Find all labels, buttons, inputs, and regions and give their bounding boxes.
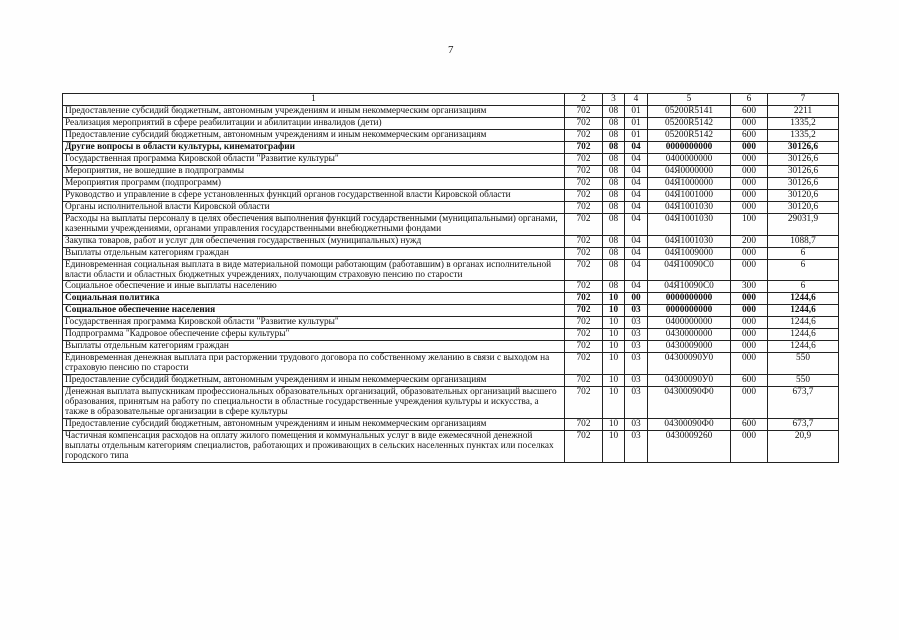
cell-section: 08 [603,130,625,142]
table-row [63,293,839,305]
cell-section: 08 [603,106,625,118]
cell-code: 702 [565,235,603,247]
cell-expense-type: 000 [731,430,768,462]
cell-amount: 20,9 [768,430,839,462]
cell-section: 08 [603,166,625,178]
cell-target: 04Я0000000 [648,166,731,178]
cell-section: 10 [603,418,625,430]
cell-target: 0430000000 [648,329,731,341]
cell-subsection: 04 [625,281,648,293]
cell-code: 702 [565,341,603,353]
cell-amount: 1244,6 [768,329,839,341]
cell-subsection: 03 [625,305,648,317]
cell-amount: 1244,6 [768,305,839,317]
cell-expense-type: 100 [731,214,768,236]
cell-target: 05200R5142 [648,118,731,130]
cell-expense-type: 600 [731,130,768,142]
cell-target: 04Я1009000 [648,247,731,259]
cell-name: Мероприятия программ (подпрограмм) [63,178,565,190]
cell-code: 702 [565,178,603,190]
table-row [63,235,839,247]
cell-amount: 30126,6 [768,166,839,178]
cell-section: 08 [603,235,625,247]
cell-section: 10 [603,353,625,375]
header-cell: 2 [565,94,603,106]
cell-target: 05200R5141 [648,106,731,118]
cell-amount: 30120,6 [768,190,839,202]
cell-subsection: 03 [625,317,648,329]
table-row [63,281,839,293]
cell-subsection: 04 [625,166,648,178]
cell-target: 04Я10090С0 [648,281,731,293]
cell-subsection: 01 [625,106,648,118]
cell-section: 10 [603,317,625,329]
cell-name: Выплаты отдельным категориям граждан [63,341,565,353]
table-header-row [63,94,839,106]
cell-subsection: 01 [625,118,648,130]
cell-target: 04Я1001030 [648,202,731,214]
table-row [63,305,839,317]
cell-section: 08 [603,178,625,190]
cell-section: 10 [603,430,625,462]
cell-expense-type: 600 [731,418,768,430]
table-row [63,329,839,341]
header-cell: 1 [63,94,565,106]
cell-code: 702 [565,106,603,118]
table-row [63,118,839,130]
cell-expense-type: 300 [731,281,768,293]
cell-name: Социальное обеспечение и иные выплаты населению [63,281,565,293]
cell-subsection: 04 [625,154,648,166]
cell-code: 702 [565,214,603,236]
cell-target: 04Я10090С0 [648,259,731,281]
cell-subsection: 03 [625,430,648,462]
cell-target: 0000000000 [648,293,731,305]
cell-subsection: 03 [625,341,648,353]
cell-amount: 30126,6 [768,142,839,154]
cell-code: 702 [565,329,603,341]
cell-amount: 1244,6 [768,293,839,305]
header-cell: 4 [625,94,648,106]
cell-section: 08 [603,118,625,130]
header-cell: 6 [731,94,768,106]
cell-expense-type: 000 [731,154,768,166]
cell-target: 04300090Ф0 [648,418,731,430]
cell-subsection: 04 [625,214,648,236]
cell-name: Руководство и управление в сфере установленных функций органов государственной власти Кировской области [63,190,565,202]
cell-section: 08 [603,202,625,214]
cell-expense-type: 000 [731,329,768,341]
cell-subsection: 04 [625,247,648,259]
table-row [63,214,839,236]
table-row [63,202,839,214]
cell-code: 702 [565,374,603,386]
cell-target: 04Я1001000 [648,190,731,202]
table-row [63,418,839,430]
table-row [63,106,839,118]
table-row [63,154,839,166]
cell-target: 04300090Ф0 [648,386,731,418]
cell-section: 08 [603,190,625,202]
cell-target: 04Я1001030 [648,214,731,236]
cell-amount: 6 [768,259,839,281]
cell-section: 10 [603,329,625,341]
cell-amount: 673,7 [768,386,839,418]
cell-target: 05200R5142 [648,130,731,142]
table-row [63,166,839,178]
cell-expense-type: 000 [731,353,768,375]
table-row [63,190,839,202]
cell-target: 0400000000 [648,317,731,329]
cell-section: 10 [603,386,625,418]
cell-expense-type: 000 [731,317,768,329]
header-cell: 7 [768,94,839,106]
cell-section: 10 [603,293,625,305]
cell-name: Другие вопросы в области культуры, кинематографии [63,142,565,154]
cell-code: 702 [565,305,603,317]
table-row [63,130,839,142]
header-cell: 5 [648,94,731,106]
cell-name: Предоставление субсидий бюджетным, автономным учреждениям и иным некоммерческим организациям [63,374,565,386]
cell-expense-type: 600 [731,374,768,386]
cell-subsection: 03 [625,386,648,418]
cell-name: Выплаты отдельным категориям граждан [63,247,565,259]
table-row [63,142,839,154]
cell-target: 04Я1000000 [648,178,731,190]
cell-amount: 29031,9 [768,214,839,236]
cell-subsection: 00 [625,293,648,305]
cell-expense-type: 000 [731,341,768,353]
cell-expense-type: 000 [731,259,768,281]
cell-section: 08 [603,247,625,259]
cell-code: 702 [565,259,603,281]
cell-expense-type: 000 [731,202,768,214]
cell-amount: 673,7 [768,418,839,430]
cell-section: 08 [603,142,625,154]
cell-target: 0000000000 [648,142,731,154]
cell-expense-type: 000 [731,118,768,130]
cell-expense-type: 200 [731,235,768,247]
cell-subsection: 03 [625,329,648,341]
header-cell: 3 [603,94,625,106]
cell-section: 08 [603,154,625,166]
table-row [63,353,839,375]
cell-code: 702 [565,386,603,418]
cell-code: 702 [565,281,603,293]
cell-code: 702 [565,118,603,130]
cell-section: 08 [603,259,625,281]
cell-amount: 30120,6 [768,202,839,214]
cell-section: 10 [603,374,625,386]
cell-code: 702 [565,430,603,462]
table-row [63,430,839,462]
cell-name: Предоставление субсидий бюджетным, автономным учреждениям и иным некоммерческим организациям [63,130,565,142]
table-row [63,374,839,386]
cell-subsection: 01 [625,130,648,142]
cell-target: 0430009000 [648,341,731,353]
cell-amount: 1244,6 [768,317,839,329]
cell-target: 0430009260 [648,430,731,462]
cell-subsection: 04 [625,202,648,214]
cell-subsection: 04 [625,259,648,281]
cell-amount: 2211 [768,106,839,118]
cell-expense-type: 600 [731,106,768,118]
cell-name: Подпрограмма "Кадровое обеспечение сферы культуры" [63,329,565,341]
cell-amount: 30126,6 [768,178,839,190]
cell-subsection: 03 [625,418,648,430]
cell-name: Денежная выплата выпускникам профессиональных образовательных организаций, образовательных организаций высшего образования, принятым на работу по специальности в областные государственные учреждения культуры и искусства, а также в образовательные организации в сфере культуры [63,386,565,418]
cell-target: 04300090У0 [648,374,731,386]
cell-target: 0000000000 [648,305,731,317]
cell-name: Предоставление субсидий бюджетным, автономным учреждениям и иным некоммерческим организациям [63,106,565,118]
cell-code: 702 [565,247,603,259]
cell-amount: 6 [768,281,839,293]
cell-expense-type: 000 [731,305,768,317]
cell-expense-type: 000 [731,190,768,202]
cell-name: Реализация мероприятий в сфере реабилитации и абилитации инвалидов (дети) [63,118,565,130]
table-row [63,341,839,353]
cell-name: Предоставление субсидий бюджетным, автономным учреждениям и иным некоммерческим организациям [63,418,565,430]
cell-subsection: 04 [625,235,648,247]
cell-name: Государственная программа Кировской области "Развитие культуры" [63,317,565,329]
cell-subsection: 03 [625,353,648,375]
cell-expense-type: 000 [731,386,768,418]
cell-name: Единовременная социальная выплата в виде материальной помощи работающим (работавшим) в органах исполнительной власти области и областных бюджетных учреждениях, получающим страховую пенсию по старости [63,259,565,281]
cell-code: 702 [565,353,603,375]
cell-expense-type: 000 [731,178,768,190]
budget-table [62,93,839,463]
cell-amount: 550 [768,353,839,375]
cell-expense-type: 000 [731,166,768,178]
cell-name: Социальная политика [63,293,565,305]
cell-name: Единовременная денежная выплата при расторжении трудового договора по собственному желанию в связи с выходом на страховую пенсию по старости [63,353,565,375]
cell-amount: 1088,7 [768,235,839,247]
cell-code: 702 [565,293,603,305]
cell-expense-type: 000 [731,247,768,259]
cell-code: 702 [565,142,603,154]
cell-section: 10 [603,341,625,353]
cell-section: 08 [603,281,625,293]
cell-code: 702 [565,317,603,329]
cell-expense-type: 000 [731,293,768,305]
cell-subsection: 03 [625,374,648,386]
cell-name: Органы исполнительной власти Кировской области [63,202,565,214]
cell-code: 702 [565,130,603,142]
cell-subsection: 04 [625,178,648,190]
cell-name: Частичная компенсация расходов на оплату жилого помещения и коммунальных услуг в виде ежемесячной денежной выплаты отдельным категориям специалистов, работающих и проживающих в сельских населенных пунктах или поселках городского типа [63,430,565,462]
cell-name: Государственная программа Кировской области "Развитие культуры" [63,154,565,166]
table-row [63,386,839,418]
cell-code: 702 [565,190,603,202]
cell-name: Закупка товаров, работ и услуг для обеспечения государственных (муниципальных) нужд [63,235,565,247]
cell-target: 04Я1001030 [648,235,731,247]
table-row [63,178,839,190]
cell-amount: 30126,6 [768,154,839,166]
cell-target: 0400000000 [648,154,731,166]
table-row [63,259,839,281]
cell-amount: 6 [768,247,839,259]
cell-name: Мероприятия, не вошедшие в подпрограммы [63,166,565,178]
cell-subsection: 04 [625,190,648,202]
cell-name: Социальное обеспечение населения [63,305,565,317]
cell-code: 702 [565,154,603,166]
cell-target: 04300090У0 [648,353,731,375]
table-row [63,317,839,329]
cell-amount: 1335,2 [768,118,839,130]
cell-subsection: 04 [625,142,648,154]
cell-section: 08 [603,214,625,236]
cell-section: 10 [603,305,625,317]
page-number: 7 [448,44,454,56]
cell-name: Расходы на выплаты персоналу в целях обеспечения выполнения функций государственными (муниципальными) органами, казенными учреждениями, органами управления государственными внебюджетными фондами [63,214,565,236]
table-row [63,247,839,259]
cell-code: 702 [565,202,603,214]
cell-code: 702 [565,418,603,430]
cell-expense-type: 000 [731,142,768,154]
cell-amount: 550 [768,374,839,386]
cell-code: 702 [565,166,603,178]
cell-amount: 1244,6 [768,341,839,353]
cell-amount: 1335,2 [768,130,839,142]
